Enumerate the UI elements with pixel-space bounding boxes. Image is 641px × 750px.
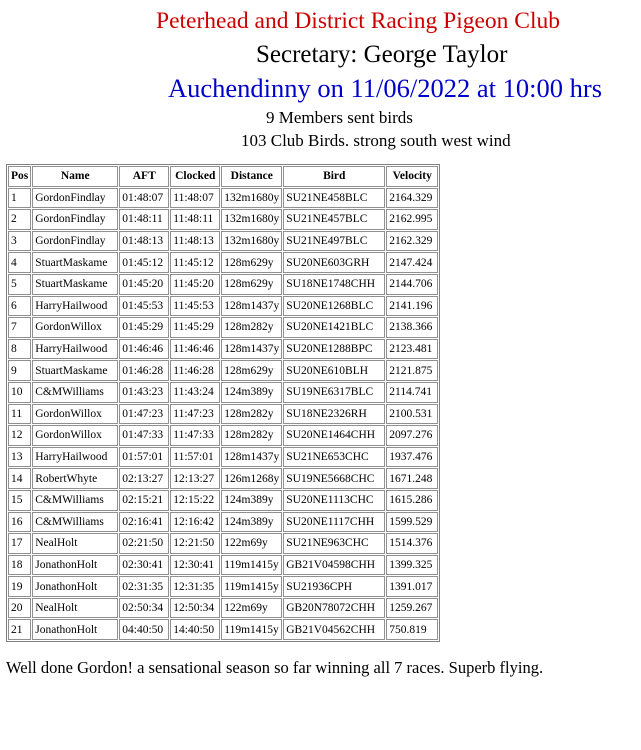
- cell-aft: 01:45:12: [119, 252, 169, 273]
- cell-aft: 01:48:11: [119, 209, 169, 230]
- cell-name: GordonWillox: [32, 404, 118, 425]
- cell-distance: 124m389y: [221, 490, 282, 511]
- cell-aft: 04:40:50: [119, 619, 169, 640]
- cell-aft: 01:45:29: [119, 317, 169, 338]
- cell-name: JonathonHolt: [32, 576, 118, 597]
- cell-velocity: 2144.706: [386, 274, 438, 295]
- cell-aft: 01:47:23: [119, 404, 169, 425]
- col-header-velocity: Velocity: [386, 166, 438, 187]
- cell-pos: 21: [8, 619, 31, 640]
- cell-bird: SU21NE457BLC: [283, 209, 385, 230]
- table-row: [8, 425, 438, 446]
- cell-name: NealHolt: [32, 533, 118, 554]
- cell-name: GordonFindlay: [32, 188, 118, 209]
- cell-velocity: 2114.741: [386, 382, 438, 403]
- table-row: [8, 317, 438, 338]
- cell-name: C&MWilliams: [32, 490, 118, 511]
- cell-pos: 7: [8, 317, 31, 338]
- cell-pos: 11: [8, 404, 31, 425]
- cell-distance: 122m69y: [221, 598, 282, 619]
- cell-clocked: 11:45:53: [170, 296, 220, 317]
- cell-distance: 124m389y: [221, 512, 282, 533]
- cell-name: HarryHailwood: [32, 339, 118, 360]
- cell-aft: 02:21:50: [119, 533, 169, 554]
- cell-pos: 19: [8, 576, 31, 597]
- cell-name: HarryHailwood: [32, 296, 118, 317]
- cell-distance: 128m1437y: [221, 339, 282, 360]
- results-table: [6, 164, 440, 642]
- cell-clocked: 11:48:11: [170, 209, 220, 230]
- cell-name: RobertWhyte: [32, 468, 118, 489]
- cell-bird: SU20NE1288BPC: [283, 339, 385, 360]
- cell-bird: SU19NE6317BLC: [283, 382, 385, 403]
- cell-bird: SU20NE1268BLC: [283, 296, 385, 317]
- cell-aft: 02:50:34: [119, 598, 169, 619]
- results-body: [8, 188, 438, 640]
- cell-name: NealHolt: [32, 598, 118, 619]
- col-header-bird: Bird: [283, 166, 385, 187]
- cell-bird: GB21V04598CHH: [283, 555, 385, 576]
- cell-distance: 128m1437y: [221, 296, 282, 317]
- cell-velocity: 1514.376: [386, 533, 438, 554]
- cell-pos: 12: [8, 425, 31, 446]
- cell-bird: GB20N78072CHH: [283, 598, 385, 619]
- cell-aft: 02:31:35: [119, 576, 169, 597]
- cell-distance: 128m282y: [221, 404, 282, 425]
- cell-distance: 132m1680y: [221, 231, 282, 252]
- cell-pos: 9: [8, 360, 31, 381]
- cell-bird: SU18NE1748CHH: [283, 274, 385, 295]
- cell-distance: 119m1415y: [221, 576, 282, 597]
- table-row: [8, 209, 438, 230]
- table-row: [8, 619, 438, 640]
- cell-distance: 119m1415y: [221, 555, 282, 576]
- cell-pos: 6: [8, 296, 31, 317]
- cell-pos: 3: [8, 231, 31, 252]
- table-row: [8, 274, 438, 295]
- cell-aft: 01:48:07: [119, 188, 169, 209]
- cell-name: GordonFindlay: [32, 209, 118, 230]
- cell-pos: 18: [8, 555, 31, 576]
- table-row: [8, 296, 438, 317]
- cell-velocity: 2123.481: [386, 339, 438, 360]
- cell-pos: 10: [8, 382, 31, 403]
- table-row: [8, 555, 438, 576]
- cell-velocity: 1391.017: [386, 576, 438, 597]
- cell-distance: 119m1415y: [221, 619, 282, 640]
- cell-aft: 01:48:13: [119, 231, 169, 252]
- cell-velocity: 1599.529: [386, 512, 438, 533]
- cell-clocked: 12:13:27: [170, 468, 220, 489]
- cell-aft: 01:43:23: [119, 382, 169, 403]
- cell-pos: 20: [8, 598, 31, 619]
- cell-clocked: 11:45:29: [170, 317, 220, 338]
- cell-pos: 15: [8, 490, 31, 511]
- race-title: Auchendinny on 11/06/2022 at 10:00 hrs: [168, 73, 603, 103]
- cell-pos: 14: [8, 468, 31, 489]
- cell-bird: SU19NE5668CHC: [283, 468, 385, 489]
- cell-name: StuartMaskame: [32, 360, 118, 381]
- cell-bird: SU20NE603GRH: [283, 252, 385, 273]
- cell-aft: 01:45:53: [119, 296, 169, 317]
- cell-name: JonathonHolt: [32, 619, 118, 640]
- cell-name: StuartMaskame: [32, 274, 118, 295]
- cell-pos: 13: [8, 447, 31, 468]
- cell-bird: SU20NE610BLH: [283, 360, 385, 381]
- table-row: [8, 598, 438, 619]
- cell-aft: 02:13:27: [119, 468, 169, 489]
- cell-velocity: 2147.424: [386, 252, 438, 273]
- cell-clocked: 12:50:34: [170, 598, 220, 619]
- table-row: [8, 252, 438, 273]
- cell-distance: 128m1437y: [221, 447, 282, 468]
- table-row: [8, 404, 438, 425]
- cell-distance: 128m629y: [221, 252, 282, 273]
- cell-clocked: 11:46:28: [170, 360, 220, 381]
- cell-velocity: 2162.329: [386, 231, 438, 252]
- col-header-name: Name: [32, 166, 118, 187]
- cell-clocked: 11:47:33: [170, 425, 220, 446]
- cell-pos: 4: [8, 252, 31, 273]
- col-header-distance: Distance: [221, 166, 282, 187]
- cell-bird: SU20NE1464CHH: [283, 425, 385, 446]
- table-row: [8, 231, 438, 252]
- cell-clocked: 12:30:41: [170, 555, 220, 576]
- club-title: Peterhead and District Racing Pigeon Club: [156, 8, 560, 34]
- cell-clocked: 11:47:23: [170, 404, 220, 425]
- cell-name: C&MWilliams: [32, 382, 118, 403]
- cell-distance: 128m282y: [221, 425, 282, 446]
- cell-clocked: 11:46:46: [170, 339, 220, 360]
- cell-velocity: 2141.196: [386, 296, 438, 317]
- col-header-aft: AFT: [119, 166, 169, 187]
- cell-bird: SU21NE653CHC: [283, 447, 385, 468]
- cell-clocked: 12:21:50: [170, 533, 220, 554]
- cell-bird: SU20NE1113CHC: [283, 490, 385, 511]
- members-line: 9 Members sent birds: [266, 108, 413, 127]
- cell-aft: 01:57:01: [119, 447, 169, 468]
- birds-line: 103 Club Birds. strong south west wind: [241, 131, 511, 150]
- table-row: [8, 468, 438, 489]
- cell-distance: 128m629y: [221, 274, 282, 295]
- cell-pos: 2: [8, 209, 31, 230]
- cell-name: JonathonHolt: [32, 555, 118, 576]
- cell-clocked: 11:45:12: [170, 252, 220, 273]
- col-header-clocked: Clocked: [170, 166, 220, 187]
- secretary-line: Secretary: George Taylor: [256, 41, 508, 68]
- table-header-row: [8, 166, 438, 187]
- cell-bird: SU20NE1117CHH: [283, 512, 385, 533]
- cell-distance: 126m1268y: [221, 468, 282, 489]
- cell-clocked: 14:40:50: [170, 619, 220, 640]
- table-row: [8, 339, 438, 360]
- cell-name: HarryHailwood: [32, 447, 118, 468]
- cell-clocked: 11:48:07: [170, 188, 220, 209]
- cell-velocity: 1615.286: [386, 490, 438, 511]
- cell-name: GordonFindlay: [32, 231, 118, 252]
- cell-velocity: 1259.267: [386, 598, 438, 619]
- cell-bird: SU21936CPH: [283, 576, 385, 597]
- cell-bird: GB21V04562CHH: [283, 619, 385, 640]
- cell-clocked: 11:43:24: [170, 382, 220, 403]
- cell-clocked: 11:48:13: [170, 231, 220, 252]
- cell-aft: 01:46:28: [119, 360, 169, 381]
- table-row: [8, 490, 438, 511]
- cell-distance: 122m69y: [221, 533, 282, 554]
- cell-velocity: 2097.276: [386, 425, 438, 446]
- cell-velocity: 2162.995: [386, 209, 438, 230]
- cell-distance: 128m629y: [221, 360, 282, 381]
- cell-distance: 124m389y: [221, 382, 282, 403]
- table-row: [8, 533, 438, 554]
- cell-velocity: 2100.531: [386, 404, 438, 425]
- table-row: [8, 382, 438, 403]
- footer-message: Well done Gordon! a sensational season so far winning all 7 races. Superb flying.: [6, 658, 544, 677]
- cell-distance: 128m282y: [221, 317, 282, 338]
- cell-aft: 01:46:46: [119, 339, 169, 360]
- cell-aft: 02:15:21: [119, 490, 169, 511]
- cell-distance: 132m1680y: [221, 188, 282, 209]
- cell-aft: 02:30:41: [119, 555, 169, 576]
- cell-velocity: 2164.329: [386, 188, 438, 209]
- cell-bird: SU18NE2326RH: [283, 404, 385, 425]
- cell-velocity: 1399.325: [386, 555, 438, 576]
- cell-velocity: 1937.476: [386, 447, 438, 468]
- table-row: [8, 512, 438, 533]
- cell-name: C&MWilliams: [32, 512, 118, 533]
- cell-name: GordonWillox: [32, 317, 118, 338]
- cell-name: StuartMaskame: [32, 252, 118, 273]
- cell-pos: 17: [8, 533, 31, 554]
- cell-clocked: 12:16:42: [170, 512, 220, 533]
- cell-pos: 1: [8, 188, 31, 209]
- table-row: [8, 360, 438, 381]
- table-row: [8, 576, 438, 597]
- cell-bird: SU21NE497BLC: [283, 231, 385, 252]
- cell-aft: 02:16:41: [119, 512, 169, 533]
- cell-distance: 132m1680y: [221, 209, 282, 230]
- cell-pos: 16: [8, 512, 31, 533]
- cell-clocked: 12:15:22: [170, 490, 220, 511]
- cell-bird: SU21NE458BLC: [283, 188, 385, 209]
- cell-bird: SU21NE963CHC: [283, 533, 385, 554]
- table-row: [8, 447, 438, 468]
- cell-clocked: 12:31:35: [170, 576, 220, 597]
- cell-velocity: 2121.875: [386, 360, 438, 381]
- cell-aft: 01:47:33: [119, 425, 169, 446]
- cell-velocity: 1671.248: [386, 468, 438, 489]
- cell-clocked: 11:45:20: [170, 274, 220, 295]
- cell-aft: 01:45:20: [119, 274, 169, 295]
- cell-velocity: 2138.366: [386, 317, 438, 338]
- cell-name: GordonWillox: [32, 425, 118, 446]
- cell-clocked: 11:57:01: [170, 447, 220, 468]
- cell-velocity: 750.819: [386, 619, 438, 640]
- table-row: [8, 188, 438, 209]
- cell-pos: 5: [8, 274, 31, 295]
- col-header-pos: Pos: [8, 166, 31, 187]
- cell-bird: SU20NE1421BLC: [283, 317, 385, 338]
- cell-pos: 8: [8, 339, 31, 360]
